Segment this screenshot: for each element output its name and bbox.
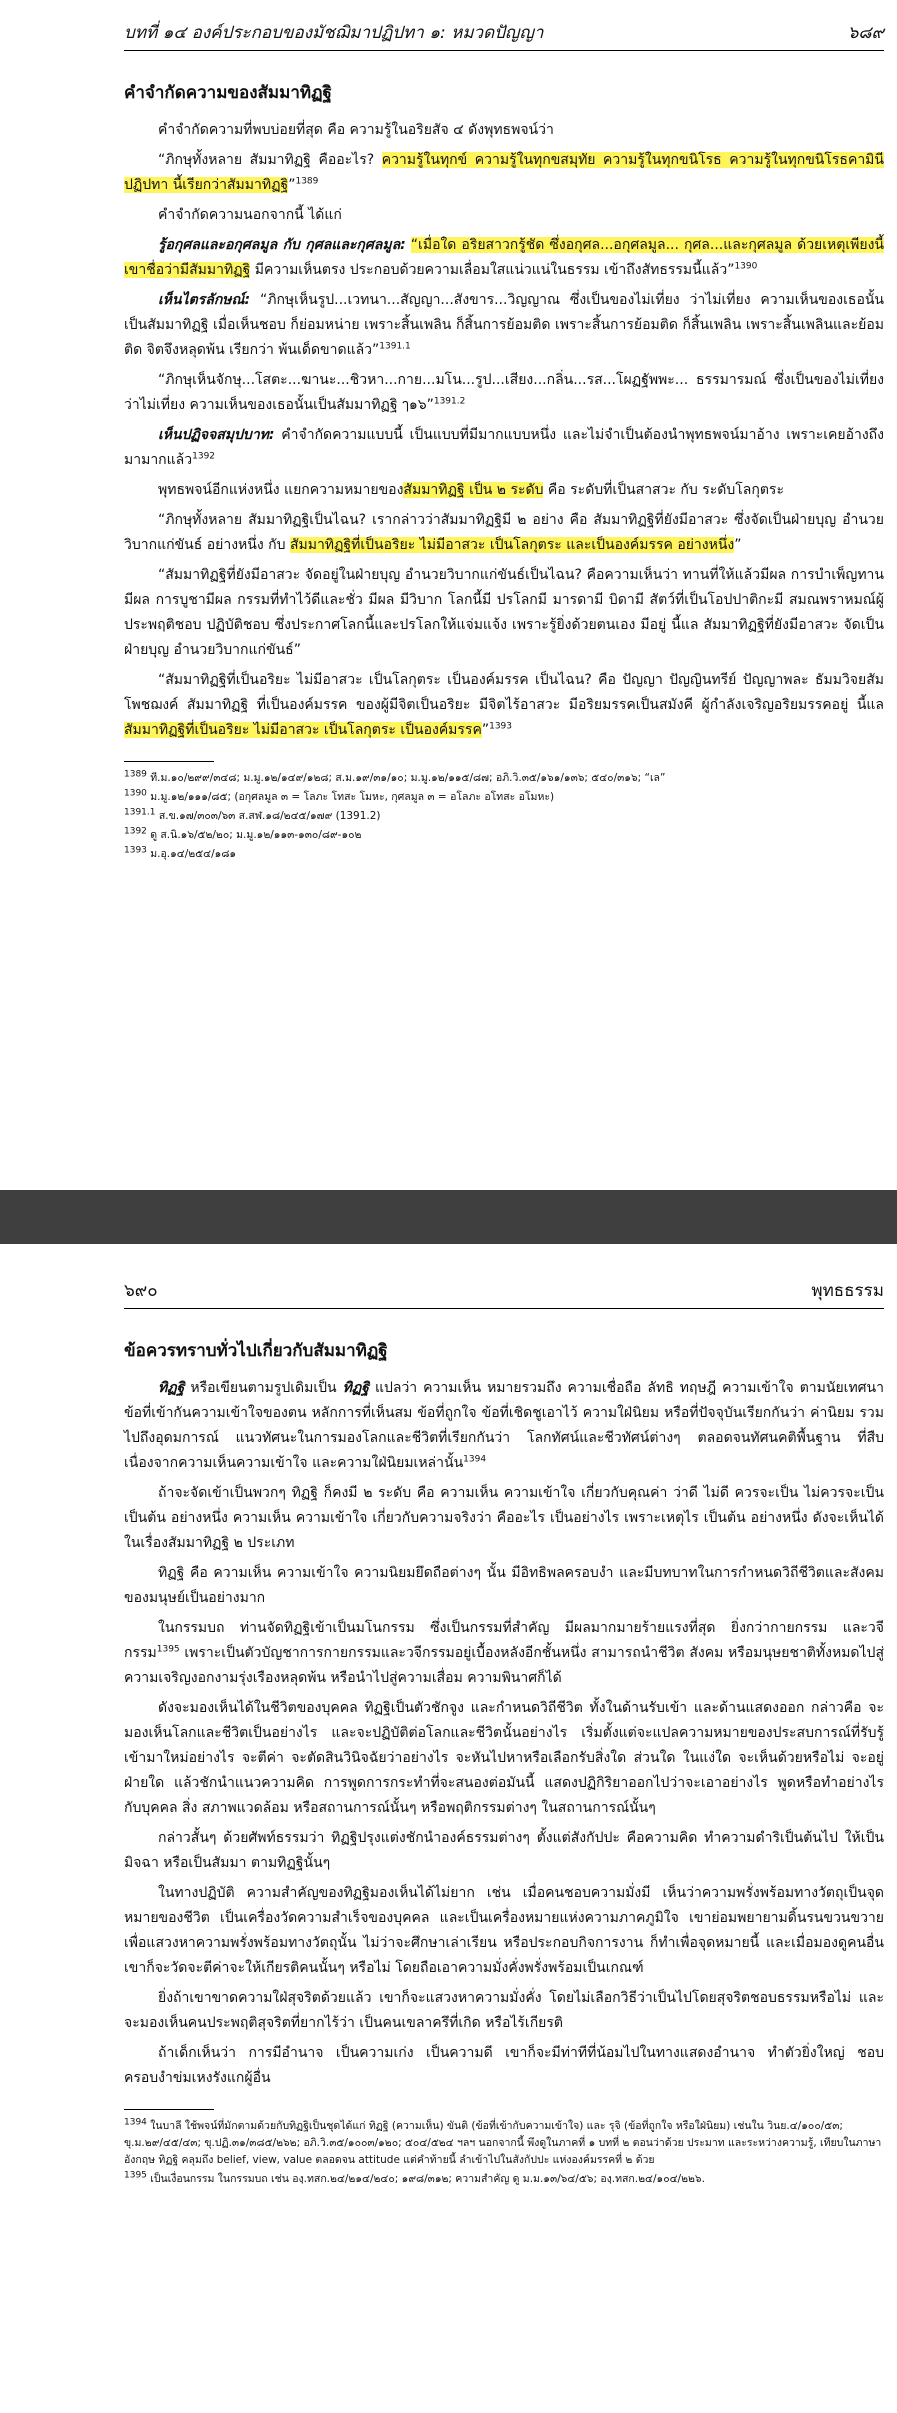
header-rule [124,50,884,51]
paragraph-text: “ภิกษุเห็นรูป...เวทนา...สัญญา...สังขาร...วิญญาณ ซึ่งเป็นของไม่เที่ยง ว่าไม่เที่ยง ความเห็นของเธอนั้นเป็นสัมมาทิฏฐิ เมื่อเห็นชอบ ก็ย่อมหน่าย เพราะสิ้นเพลิน ก็สิ้นการย้อมติด เพราะสิ้นการย้อมติด ก็สิ้นเพลิน เพราะสิ้นเพลินและย้อมติด จิตจึงหลุดพ้น เรียกว่า พ้นเด็ดขาดแล้ว” [124,292,884,358]
footnote-ref: 1395 [156,1644,180,1655]
definition-lead: รู้อกุศลและอกุศลมูล กับ กุศลและกุศลมูล: [158,237,406,253]
term: ทิฏฐิ [158,1380,185,1396]
paragraph-text: เพราะเป็นตัวบัญชาการกายกรรมและวจีกรรมอยู่เบื้องหลังอีกชั้นหนึ่ง สามารถนำชีวิต สังคม หรือมนุษยชาติทั้งหมดไปสู่ความเจริญงอกงามรุ่งเรืองหลุดพ้น หรือนำไปสู่ความเสื่อม ความพินาศก็ได้ [124,1645,884,1686]
definition-lead: เห็นไตรลักษณ์: [158,292,251,308]
highlighted-text: สัมมาทิฏฐิ เป็น ๒ ระดับ [403,482,544,498]
running-header [124,1276,884,1306]
highlighted-text: “เมื่อใด อริยสาวกรู้ชัด ซึ่งอกุศล...อกุศลมูล... กุศล...และกุศลมูล ด้วยเหตุเพียงนี้ เขาชื่อว่ามีสัมมาทิฏฐิ [124,237,884,278]
footnote-ref: 1389 [295,176,319,187]
highlighted-text: สัมมาทิฏฐิที่เป็นอริยะ ไม่มีอาสวะ เป็นโลกุตระ และเป็นองค์มรรค อย่างหนึ่ง [289,537,735,553]
paragraph: ถ้าเด็กเห็นว่า การมีอำนาจ เป็นความเก่ง เป็นความดี เขาก็จะมีท่าทีที่น้อมไปในทางแสดงอำนาจ ทำตัวยิ่งใหญ่ ชอบครอบงำข่มเหงรังแกผู้อื่น [124,2045,884,2086]
footnote-text: ส.ข.๑๗/๓๐๓/๖๓ ส.สฬ.๑๘/๒๔๕/๑๗๙ (1391.2) [155,810,381,822]
footnote-ref: 1391.2 [433,396,466,407]
running-header [124,18,884,48]
definition-lead: เห็นปฏิจจสมุปบาท: [158,427,275,443]
definition-paragraph [124,288,884,363]
paragraph: กล่าวสั้นๆ ด้วยศัพท์ธรรมว่า ทิฏฐิปรุงแต่งชักนำองค์ธรรมต่างๆ ตั้งแต่สังกัปปะ คือความคิด ทำความดำริเป็นต้นไป ให้เป็นมิจฉา หรือเป็นสัมมา ตามทิฏฐินั้นๆ [124,1830,884,1871]
running-header-title: บทที่ ๑๔ องค์ประกอบของมัชฌิมาปฏิปทา ๑: หมวดปัญญา [124,23,544,43]
footnote [124,2171,884,2188]
page-number: ๖๙๐ [124,1281,158,1301]
header-rule [124,1308,884,1309]
running-header-title: พุทธธรรม [811,1281,884,1301]
quote-paragraph: “ภิกษุทั้งหลาย สัมมาทิฏฐิ คืออะไร? ความรู้ในทุกข์ ความรู้ในทุกขสมุทัย ความรู้ในทุกขนิโรธ ความรู้ในทุกขนิโรธคามินีปฏิปทา นี้เรียกว่าสัมมาทิฏฐิ”$^{1389}$ [124,152,884,193]
footnote-number: 1395 [124,2170,147,2181]
quote-paragraph: “สัมมาทิฏฐิที่ยังมีอาสวะ จัดอยู่ในฝ่ายบุญ อำนวยวิบากแก่ขันธ์เป็นไฉน? คือความเห็นว่า ทานที่ให้แล้วมีผล การบำเพ็ญทานมีผล การบูชามีผล กรรมที่ทำไว้ดีและชั่ว มีผล มีวิบาก โลกนี้มี ปรโลกมี มารดามี บิดามี สัตว์ที่เป็นโอปปาติกะมี สมณพราหมณ์ผู้ประพฤติชอบ ปฏิบัติชอบ ซึ่งประกาศโลกนี้และปรโลกให้แจ่มแจ้ง เพราะรู้ยิ่งด้วยตนเอง มีอยู่ นี้แล สัมมาทิฏฐิที่ยังมีอาสวะ จัดเป็นฝ่ายบุญ อำนวยวิบากแก่ขันธ์” [124,567,884,658]
page-690-content [124,1276,884,2190]
highlighted-text: ความรู้ในทุกข์ ความรู้ในทุกขสมุทัย ความรู้ในทุกขนิโรธ ความรู้ในทุกขนิโรธคามินีปฏิปทา นี้เรียกว่าสัมมาทิฏฐิ [124,152,884,193]
paragraph-text: มีความเห็นตรง ประกอบด้วยความเลื่อมใสแน่วแน่ในธรรม เข้าถึงสัทธรรมนี้แล้ว” [250,262,735,278]
footnote [124,808,884,825]
quote-paragraph [124,368,884,418]
paragraph-text: คำจำกัดความแบบนี้ เป็นแบบที่มีมากแบบหนึ่ง และไม่จำเป็นต้องนำพุทธพจน์มาอ้าง เพราะเคยอ้างถึงมามากแล้ว [124,427,884,468]
paragraph-text: “ภิกษุเห็นจักษุ...โสตะ...ฆานะ...ชิวหา...กาย...มโน...รูป...เสียง...กลิ่น...รส...โผฏฐัพพะ... ธรรมารมณ์ ซึ่งเป็นของไม่เที่ยง ว่าไม่เที่ยง ความเห็นของเธอนั้นเป็นสัมมาทิฏฐิ ๅ๑๖” [124,372,884,413]
section-title: ข้อควรทราบทั่วไปเกี่ยวกับสัมมาทิฏฐิ [124,1341,388,1361]
footnote-text: ม.อุ.๑๔/๒๕๔/๑๘๑ [146,848,237,860]
quote-text: “ภิกษุทั้งหลาย สัมมาทิฏฐิ คืออะไร? [158,152,382,168]
paragraph: ถ้าจะจัดเข้าเป็นพวกๆ ทิฏฐิ ก็คงมี ๒ ระดับ คือ ความเห็น ความเข้าใจ เกี่ยวกับคุณค่า ว่าดี ไม่ดี ควรจะเป็น ไม่ควรจะเป็น เป็นต้น อย่างหนึ่ง ความเห็น ความเข้าใจ เกี่ยวกับความจริงว่า คืออะไร เป็นอย่างไร เพราะเหตุไร เป็นต้น อย่างหนึ่ง ดังจะเห็นได้ในเรื่องสัมมาทิฏฐิ ๒ ประเภท [124,1485,884,1551]
section-title: คำจำกัดความของสัมมาทิฏฐิ [124,83,332,103]
term: ทิฏฐิ [342,1380,369,1396]
quote-paragraph [124,668,884,743]
footnote [124,770,884,787]
footnotes [124,2118,884,2188]
page-689-content [124,18,884,865]
footnote-ref: 1391.1 [379,341,411,352]
quote-paragraph [124,508,884,558]
paragraph [124,1616,884,1691]
footnote-number: 1392 [124,826,147,837]
highlighted-text: สัมมาทิฏฐิที่เป็นอริยะ ไม่มีอาสวะ เป็นโลกุตระ เป็นองค์มรรค [124,722,482,738]
paragraph: คำจำกัดความที่พบบ่อยที่สุด คือ ความรู้ในอริยสัจ ๔ ดังพุทธพจน์ว่า [158,122,554,138]
footnote-ref: 1392 [192,451,216,462]
footnote-rule [124,761,214,762]
paragraph [124,1376,884,1476]
footnote-number: 1389 [124,769,147,780]
footnote [124,2118,884,2169]
footnotes [124,770,884,863]
paragraph-text: ในกรรมบถ ท่านจัดทิฏฐิเข้าเป็นมโนกรรม ซึ่งเป็นกรรมที่สำคัญ มีผลมากมายร้ายแรงที่สุด ยิ่งกว่ากายกรรม และวจีกรรม [124,1620,884,1661]
footnote [124,846,884,863]
quote-close: ” [481,722,490,738]
footnote-number: 1394 [124,2117,147,2128]
footnote-number: 1391.1 [124,807,156,818]
definition-paragraph [124,233,884,283]
footnote-text: ดู ส.นิ.๑๖/๕๒/๒๐; ม.มู.๑๒/๑๑๓-๑๓๐/๘๙-๑๐๒ [146,829,362,841]
paragraph: ในทางปฏิบัติ ความสำคัญของทิฏฐิมองเห็นได้ไม่ยาก เช่น เมื่อคนชอบความมั่งมี เห็นว่าความพรั่งพร้อมทางวัตถุเป็นจุดหมายของชีวิต เป็นเครื่องวัดความสำเร็จของบุคคล และเป็นเครื่องหมายแห่งความภาคภูมิใจ เขาย่อมพยายามดิ้นรนขวนขวายเพื่อแสวงหาความพรั่งพร้อมทางวัตถุนั้น ไม่ว่าจะศึกษาเล่าเรียน หรือประกอบกิจการงาน ก็ทำเพื่อจุดหมายนี้ และเมื่อมองดูคนอื่น เขาก็จะวัดจะตีค่าจะให้เกียรติคนนั้นๆ หรือไม่ โดยถือเอาความมั่งคั่งพรั่งพร้อมเป็นเกณฑ์ [124,1885,884,1976]
footnote-ref: 1393 [489,721,512,732]
footnote-number: 1390 [124,788,147,799]
paragraph: ยิ่งถ้าเขาขาดความใฝ่สุจริตด้วยแล้ว เขาก็จะแสวงหาความมั่งคั่ง โดยไม่เลือกวิธีว่าเป็นไปโดยสุจริตชอบธรรมหรือไม่ และจะมองเห็นคนประพฤติสุจริตที่ยากไร้ว่า เป็นคนเขลาครึที่เกิด หรือไร้เกียรติ [124,1990,884,2031]
footnote-ref: 1394 [463,1454,487,1465]
paragraph: คำจำกัดความนอกจากนี้ ได้แก่ [158,207,342,223]
footnote [124,789,884,806]
paragraph [124,478,884,503]
paragraph: ดังจะมองเห็นได้ในชีวิตของบุคคล ทิฏฐิเป็นตัวชักจูง และกำหนดวิถีชีวิต ทั้งในด้านรับเข้า และด้านแสดงออก กล่าวคือ จะมองเห็นโลกและชีวิตเป็นอย่างไร และจะปฏิบัติต่อโลกและชีวิตนั้นอย่างไร เริ่มตั้งแต่จะแปลความหมายของประสบการณ์ที่รับรู้เข้ามาใหม่อย่างไร จะตีค่า จะตัดสินวินิจฉัยว่าอย่างไร จะหันไปหาหรือเลือกรับสิ่งใด ส่วนใด ในแง่ใด จะเห็นด้วยหรือไม่ จะอยู่ฝ่ายใด แล้วชักนำแนวความคิด การพูดการกระทำที่จะสนองต่อมันนี้ แสดงปฏิกิริยาออกไปว่าจะเอาอย่างไร พูดหรือทำอย่างไร กับบุคคล สิ่ง สภาพแวดล้อม หรือสถานการณ์นั้นๆ หรือพฤติกรรมต่างๆ ในสถานการณ์นั้นๆ [124,1700,884,1816]
footnote-text: ที.ม.๑๐/๒๙๙/๓๔๘; ม.มู.๑๒/๑๔๙/๑๒๘; ส.ม.๑๙/๓๑/๑๐; ม.มู.๑๒/๑๑๕/๘๗; อภิ.วิ.๓๕/๑๖๑/๑๓๖; ๕๔๐/๓๑๖; “เล” [146,772,666,784]
footnote-rule [124,2109,214,2110]
page-number: ๖๘๙ [847,23,884,43]
paragraph: ทิฏฐิ คือ ความเห็น ความเข้าใจ ความนิยมยึดถือต่างๆ นั้น มีอิทธิพลครอบงำ และมีบทบาทในการกำหนดวิถีชีวิตและสังคมของมนุษย์เป็นอย่างมาก [124,1565,884,1606]
paragraph-text: พุทธพจน์อีกแห่งหนึ่ง แยกความหมายของ [158,482,404,498]
paragraph-text: “สัมมาทิฏฐิที่เป็นอริยะ ไม่มีอาสวะ เป็นโลกุตระ เป็นองค์มรรค เป็นไฉน? คือ ปัญญา ปัญญินทรีย์ ปัญญาพละ ธัมมวิจยสัมโพชฌงค์ สัมมาทิฏฐิ ที่เป็นองค์มรรค ของผู้มีจิตเป็นอริยะ มีจิตไร้อาสวะ มีอริยมรรคเป็นสมังคี ผู้กำลังเจริญอริยมรรคอยู่ นี้แล [124,672,884,713]
footnote [124,827,884,844]
footnote-text: ม.มู.๑๒/๑๑๑/๘๕; (อกุศลมูล ๓ = โลภะ โทสะ โมหะ, กุศลมูล ๓ = อโลภะ อโทสะ อโมหะ) [146,791,555,803]
page-689 [0,0,897,1190]
quote-close: ” [734,537,742,553]
paragraph-text: “ภิกษุทั้งหลาย สัมมาทิฏฐิเป็นไฉน? เรากล่าวว่าสัมมาทิฏฐิมี ๒ อย่าง คือ สัมมาทิฏฐิที่ยังมีอาสวะ ซึ่งจัดเป็นฝ่ายบุญ อำนวยวิบากแก่ขันธ์ อย่างหนึ่ง กับ [124,512,884,553]
definition-paragraph [124,423,884,473]
paragraph-text: หรือเขียนตามรูปเดิมเป็น [184,1380,343,1396]
page-690 [0,1244,897,2413]
footnote-text: ในบาลี ใช้พจน์ที่มักตามด้วยกับทิฏฐิเป็นชุดได้แก่ ทิฏฐิ (ความเห็น) ขันติ (ข้อที่เข้ากับความเข้าใจ) และ รุจิ (ข้อที่ถูกใจ หรือใฝ่นิยม) เช่นใน วินย.๔/๑๐๐/๕๓; ขุ.ม.๒๙/๔๕/๔๓; ขุ.ปฏิ.๓๑/๓๘๕/๒๖๒; อภิ.วิ.๓๕/๑๐๐๓/๑๒๐; ๕๐๔/๕๒๔ ฯลฯ นอกจากนี้ พึงดูในภาคที่ ๑ บทที่ ๒ ตอนว่าด้วย ประมาท และระหว่างความรู้, เทียบในภาษาอังกฤษ ทิฏฐิ คลุมถึง belief, view, value ตลอดจน attitude แต่คำท้ายนี้ ลำเข้าไปในสังกัปปะ แห่งองค์มรรคที่ ๒ ด้วย [124,2120,882,2166]
footnote-number: 1393 [124,845,147,856]
paragraph-text: คือ ระดับที่เป็นสาสวะ กับ ระดับโลกุตระ [543,482,784,498]
paragraph-text: แปลว่า ความเห็น หมายรวมถึง ความเชื่อถือ ลัทธิ ทฤษฎี ความเข้าใจ ตามนัยเทศนา ข้อที่เข้ากันความเข้าใจของตน หลักการที่เห็นสม ข้อที่ถูกใจ ข้อที่เชิดชูเอาไว้ ความใฝ่นิยม หรือที่ปัจจุบันเรียกกันว่า ค่านิยม รวมไปถึงอุดมการณ์ แนวทัศนะในการมองโลกและชีวิตที่เรียกกันว่า โลกทัศน์และชีวทัศน์ต่างๆ ตลอดจนทัศนคติพื้นฐาน ที่สืบเนื่องจากความเห็นความเข้าใจ และความใฝ่นิยมเหล่านั้น [124,1380,884,1471]
page-divider [0,1190,897,1244]
footnote-text: เป็นเงื่อนกรรม ในกรรมบถ เช่น องฺ.ทสก.๒๔/๒๑๔/๒๔๐; ๑๙๘/๓๑๒; ความสำคัญ ดู ม.ม.๑๓/๖๔/๕๖; องฺ.ทสก.๒๔/๑๐๔/๒๒๖. [146,2173,705,2185]
footnote-ref: 1390 [734,261,758,272]
